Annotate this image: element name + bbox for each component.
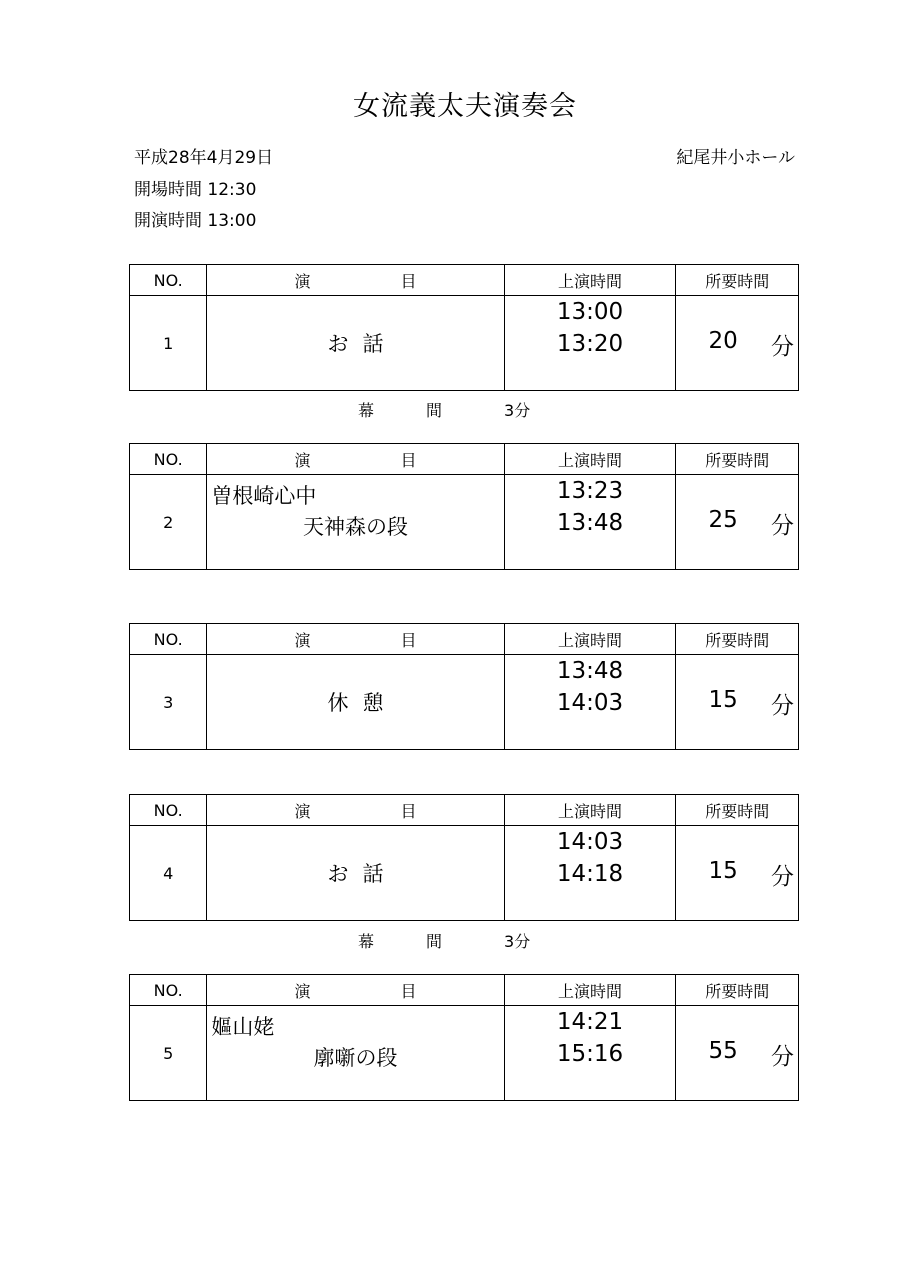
- program-table-1: [129, 264, 799, 391]
- header-duration: 所要時間: [676, 265, 799, 296]
- table-header-row: [130, 624, 799, 655]
- program-time: 13:00 13:20: [504, 296, 676, 391]
- performance-date: 平成28年4月29日: [134, 148, 274, 168]
- program-duration: 25 分: [676, 475, 799, 570]
- intermission-2: 幕 間 3分: [358, 932, 531, 951]
- header-no: NO.: [130, 265, 207, 296]
- program-title: [207, 1006, 504, 1101]
- table-row: [130, 296, 799, 391]
- program-number: 3: [130, 655, 207, 750]
- program-scene-title: 廓噺の段: [313, 1046, 398, 1070]
- header-duration: 所要時間: [676, 444, 799, 475]
- header-time: 上演時間: [504, 795, 676, 826]
- table-header-row: [130, 265, 799, 296]
- doors-open-time: 開場時間 12:30: [134, 180, 257, 200]
- venue: 紀尾井小ホール: [676, 148, 795, 168]
- header-no: NO.: [130, 975, 207, 1006]
- table-row: [130, 826, 799, 921]
- table-row: [130, 1006, 799, 1101]
- header-duration: 所要時間: [676, 795, 799, 826]
- page-title: 女流義太夫演奏会: [353, 91, 577, 122]
- program-time: 13:23 13:48: [504, 475, 676, 570]
- table-header-row: [130, 444, 799, 475]
- program-time: 14:21 15:16: [504, 1006, 676, 1101]
- header-program: 演 目: [207, 624, 504, 655]
- program-number: 4: [130, 826, 207, 921]
- header-duration: 所要時間: [676, 975, 799, 1006]
- program-duration: 15 分: [676, 826, 799, 921]
- program-work-title: 嫗山姥: [211, 1015, 275, 1039]
- header-time: 上演時間: [504, 265, 676, 296]
- header-time: 上演時間: [504, 975, 676, 1006]
- program-title: お 話: [207, 826, 504, 921]
- table-header-row: [130, 975, 799, 1006]
- intermission-1: 幕 間 3分: [358, 401, 531, 420]
- header-time: 上演時間: [504, 624, 676, 655]
- header-no: NO.: [130, 795, 207, 826]
- program-scene-title: 天神森の段: [303, 515, 408, 539]
- header-duration: 所要時間: [676, 624, 799, 655]
- program-title: 休 憩: [207, 655, 504, 750]
- program-duration: 15 分: [676, 655, 799, 750]
- header-program: 演 目: [207, 265, 504, 296]
- table-row: [130, 475, 799, 570]
- program-work-title: 曽根崎心中: [211, 484, 317, 508]
- program-title: お 話: [207, 296, 504, 391]
- program-title: [207, 475, 504, 570]
- program-table-4: [129, 794, 799, 921]
- header-time: 上演時間: [504, 444, 676, 475]
- header-program: 演 目: [207, 795, 504, 826]
- header-program: 演 目: [207, 444, 504, 475]
- program-number: 5: [130, 1006, 207, 1101]
- table-row: [130, 655, 799, 750]
- header-no: NO.: [130, 444, 207, 475]
- program-table-2: [129, 443, 799, 570]
- program-number: 2: [130, 475, 207, 570]
- start-time: 開演時間 13:00: [134, 211, 257, 231]
- program-time: 13:48 14:03: [504, 655, 676, 750]
- program-table-5: [129, 974, 799, 1101]
- header-no: NO.: [130, 624, 207, 655]
- program-duration: 55 分: [676, 1006, 799, 1101]
- header-program: 演 目: [207, 975, 504, 1006]
- program-table-3: [129, 623, 799, 750]
- program-number: 1: [130, 296, 207, 391]
- program-duration: 20 分: [676, 296, 799, 391]
- program-time: 14:03 14:18: [504, 826, 676, 921]
- table-header-row: [130, 795, 799, 826]
